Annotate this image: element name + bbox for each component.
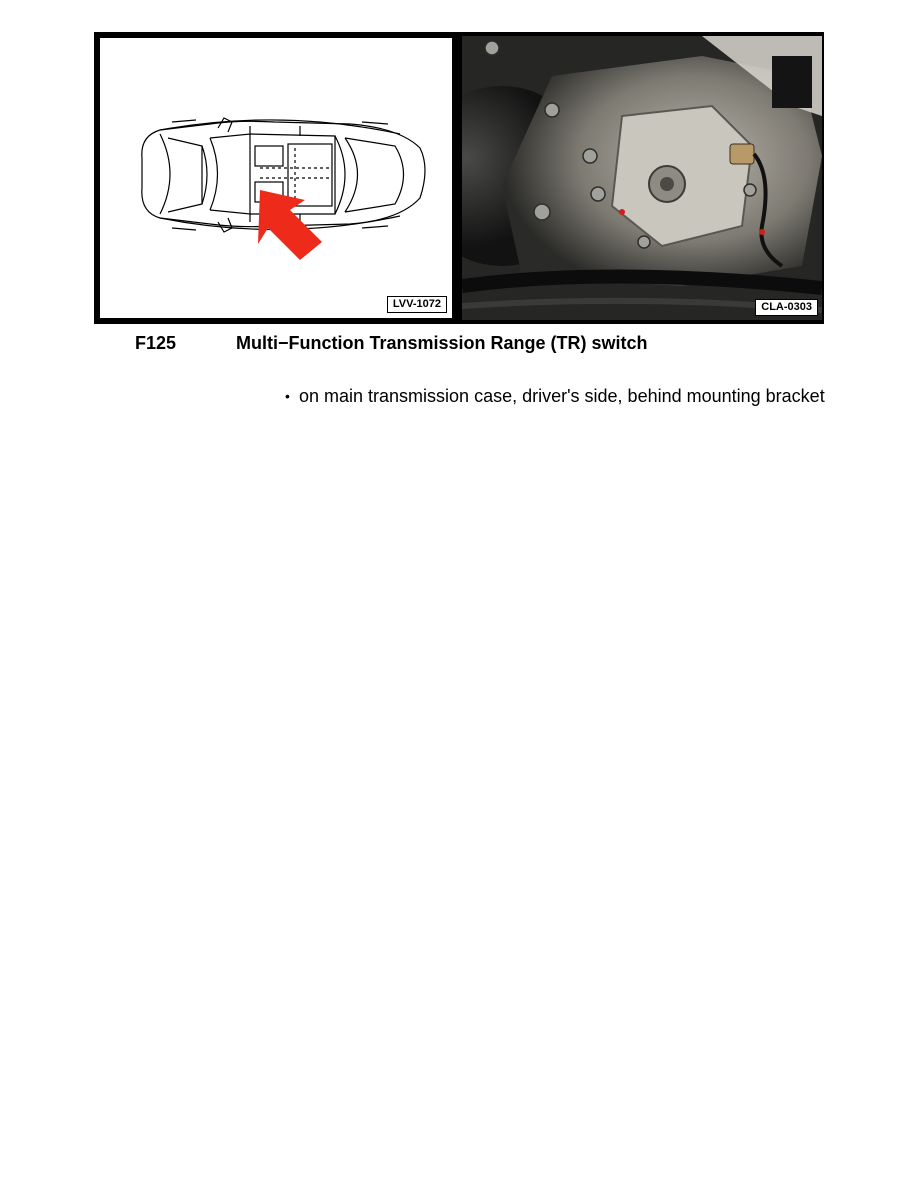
component-title: Multi−Function Transmission Range (TR) switch: [236, 333, 648, 353]
list-item: [285, 384, 825, 408]
vehicle-top-view-diagram: [100, 38, 452, 318]
vehicle-diagram-panel: [98, 36, 454, 320]
transmission-photo-panel: [462, 36, 822, 320]
component-code: F125: [135, 333, 177, 353]
location-description: on main transmission case, driver's side, behind mounting bracket: [299, 386, 825, 406]
transmission-photo: [462, 36, 822, 320]
left-figure-ref-code: LVV-1072: [387, 296, 447, 313]
figure-frame: [94, 32, 824, 324]
right-figure-ref-code: CLA-0303: [755, 299, 818, 316]
bullet-icon: •: [285, 388, 290, 404]
location-bullet-list: [285, 384, 825, 408]
